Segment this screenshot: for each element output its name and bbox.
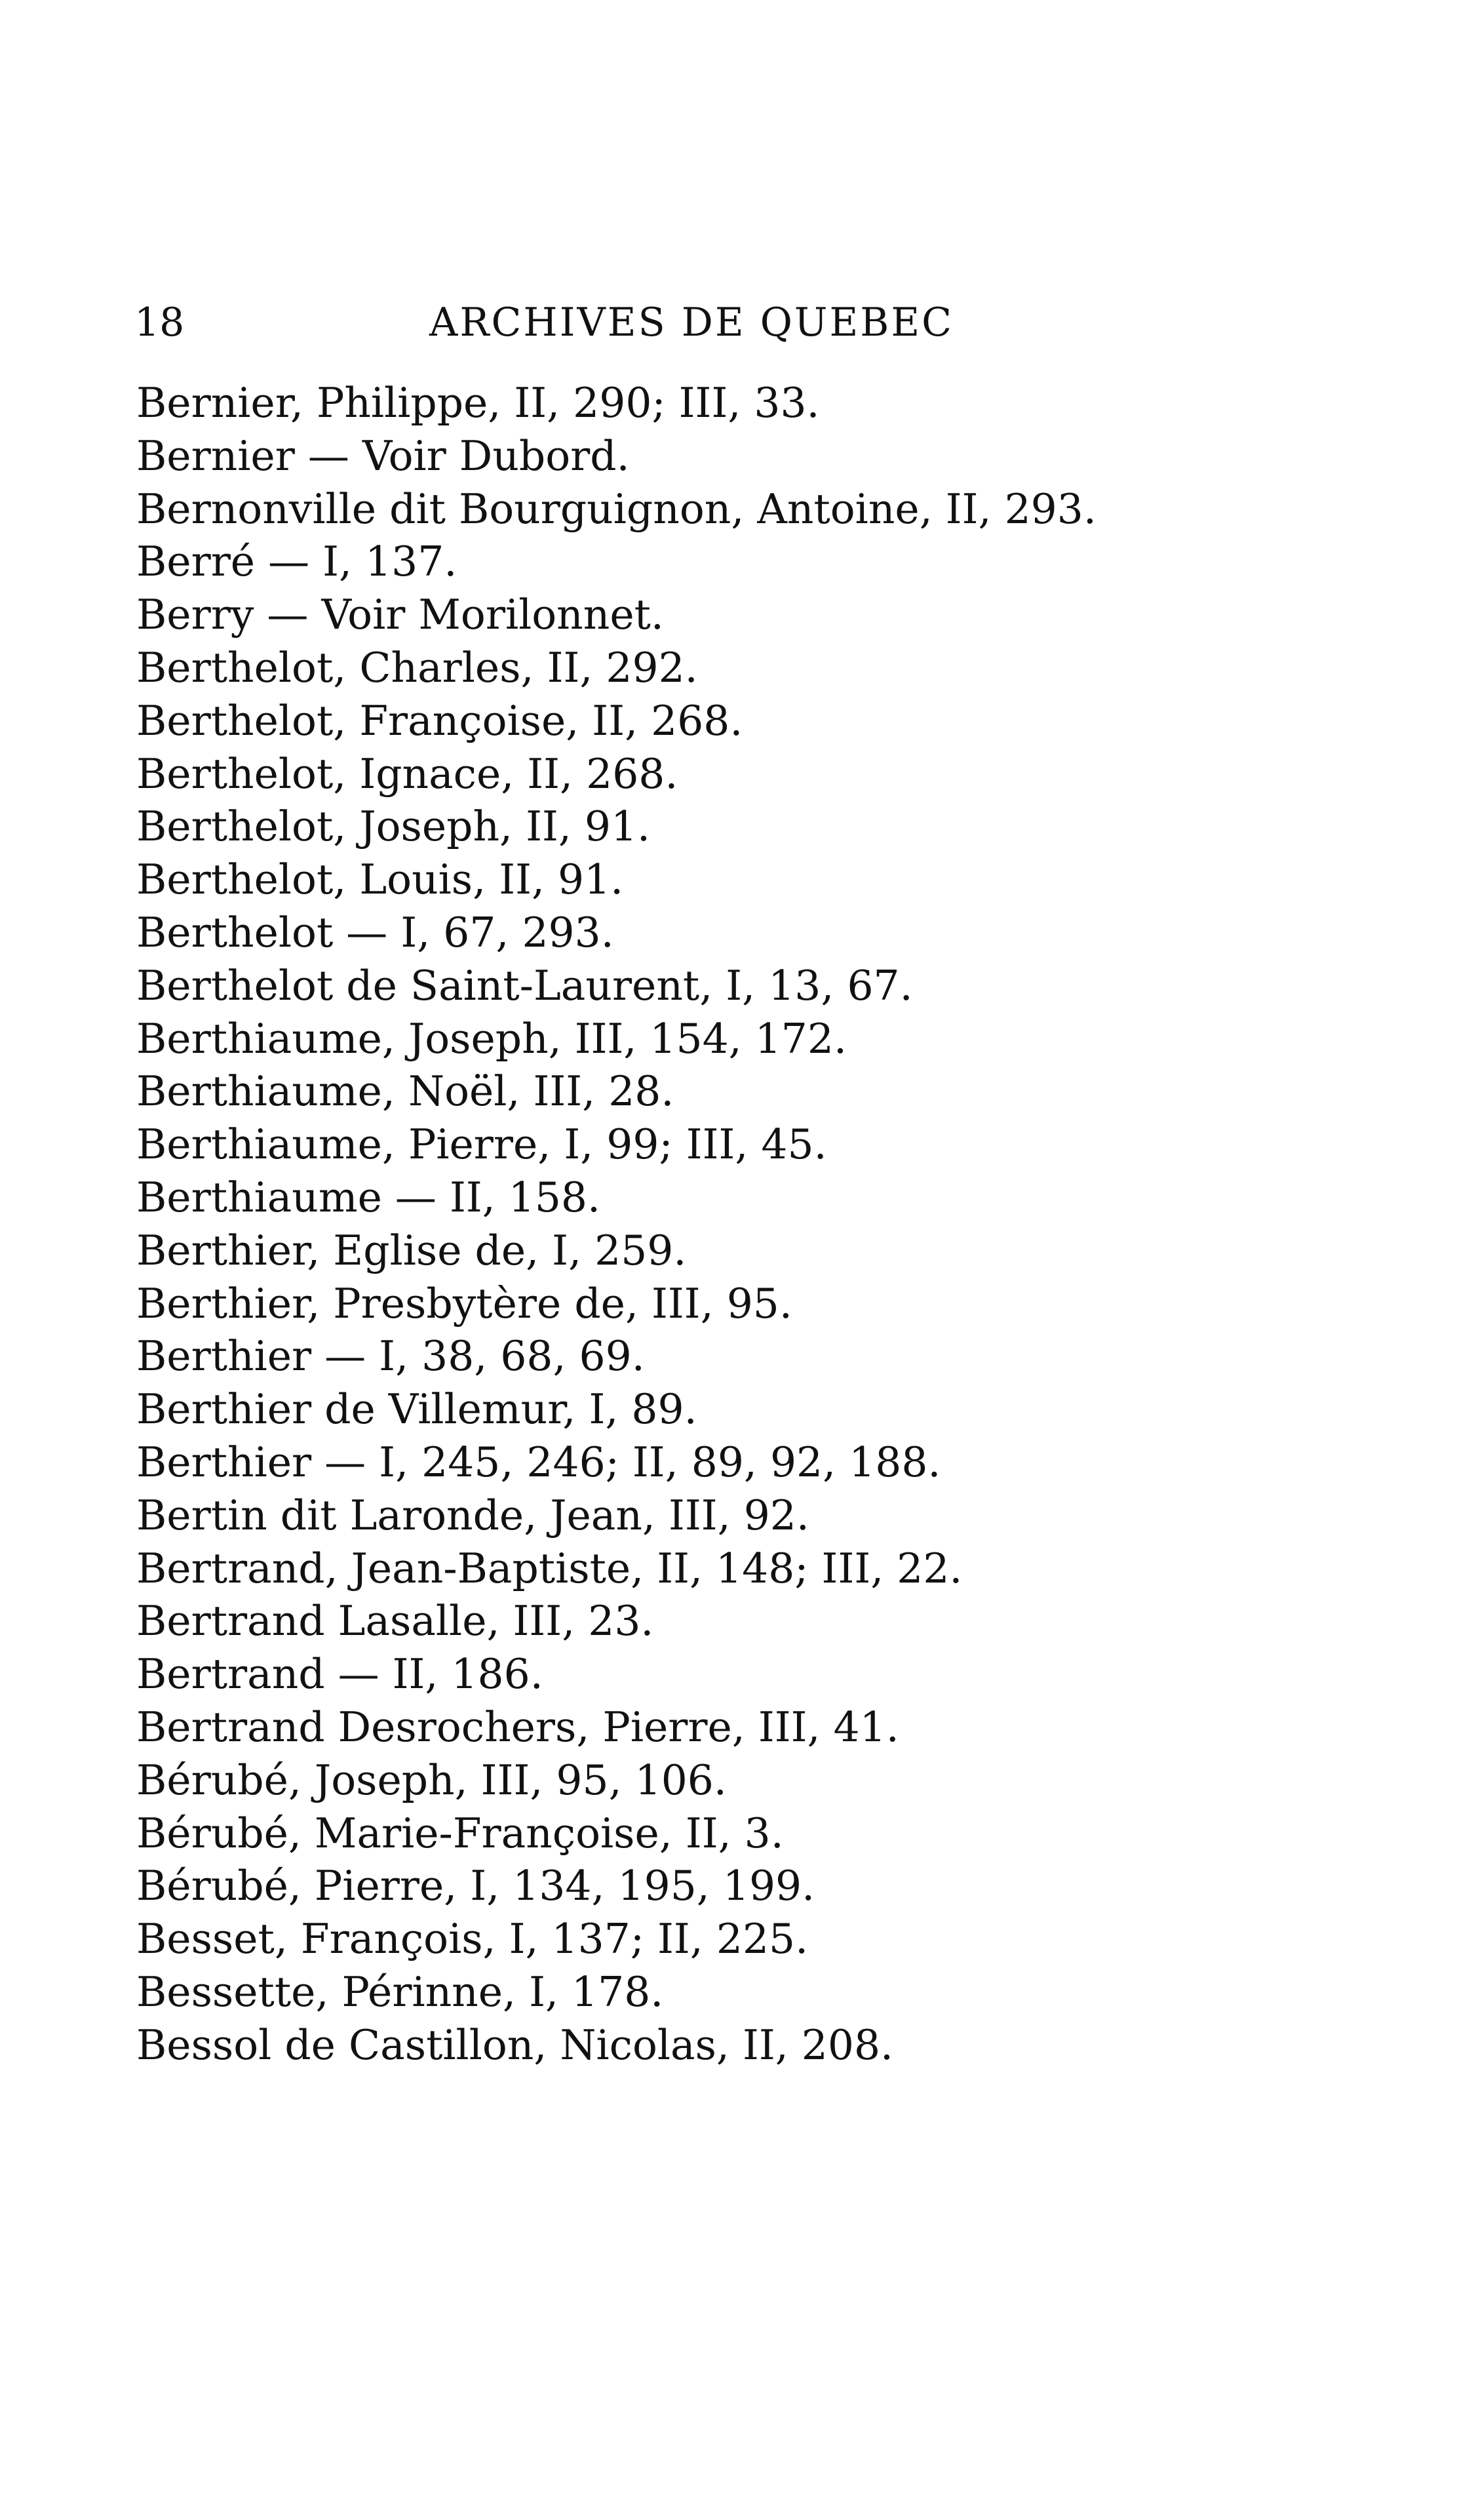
index-entry: Berthiaume, Noël, III, 28. (136, 1067, 674, 1116)
index-entry: Bertrand, Jean-Baptiste, II, 148; III, 22. (136, 1544, 963, 1592)
page-number: 18 (134, 300, 185, 345)
index-entry: Bérubé, Pierre, I, 134, 195, 199. (136, 1862, 815, 1910)
index-entry: Berthelot, Ignace, II, 268. (136, 749, 678, 798)
index-entry: Berthiaume, Joseph, III, 154, 172. (136, 1014, 847, 1063)
index-entry: Berthelot, Joseph, II, 91. (136, 802, 651, 851)
index-entry: Berré — I, 137. (136, 538, 457, 586)
index-entry: Berthier, Presbytère de, III, 95. (136, 1279, 792, 1328)
index-entry: Berthier de Villemur, I, 89. (136, 1385, 697, 1434)
index-entry: Bessette, Périnne, I, 178. (136, 1967, 664, 2016)
index-entry: Bertin dit Laronde, Jean, III, 92. (136, 1491, 809, 1539)
index-entry: Bernier, Philippe, II, 290; III, 33. (136, 379, 820, 427)
index-entry: Bérubé, Joseph, III, 95, 106. (136, 1756, 727, 1804)
running-title: ARCHIVES DE QUEBEC (429, 300, 954, 345)
index-entry: Berthier — I, 245, 246; II, 89, 92, 188. (136, 1438, 941, 1486)
index-entry: Berthiaume — II, 158. (136, 1173, 601, 1221)
index-entry: Bérubé, Marie-Françoise, II, 3. (136, 1809, 784, 1857)
index-entry: Berthier, Eglise de, I, 259. (136, 1226, 687, 1274)
index-entry: Berthier — I, 38, 68, 69. (136, 1332, 645, 1381)
index-entry: Bertrand Desrochers, Pierre, III, 41. (136, 1703, 899, 1751)
index-entry: Berthelot, Françoise, II, 268. (136, 696, 743, 745)
index-entry: Bessol de Castillon, Nicolas, II, 208. (136, 2020, 894, 2069)
index-entry: Berthelot — I, 67, 293. (136, 908, 614, 956)
index-entry: Berry — Voir Morilonnet. (136, 591, 664, 639)
index-entry: Berthelot, Charles, II, 292. (136, 643, 698, 692)
page-header (134, 296, 1000, 349)
index-entry: Berthelot, Louis, II, 91. (136, 856, 624, 904)
index-entry: Berthelot de Saint-Laurent, I, 13, 67. (136, 961, 913, 1010)
index-entry: Besset, François, I, 137; II, 225. (136, 1915, 809, 1963)
index-entry: Bernonville dit Bourguignon, Antoine, II, 293. (136, 484, 1097, 533)
index-entry: Bernier — Voir Dubord. (136, 431, 630, 480)
index-entry: Berthiaume, Pierre, I, 99; III, 45. (136, 1120, 827, 1169)
index-entry: Bertrand — II, 186. (136, 1650, 543, 1699)
index-entry: Bertrand Lasalle, III, 23. (136, 1597, 654, 1645)
index-entries (136, 377, 1382, 2072)
